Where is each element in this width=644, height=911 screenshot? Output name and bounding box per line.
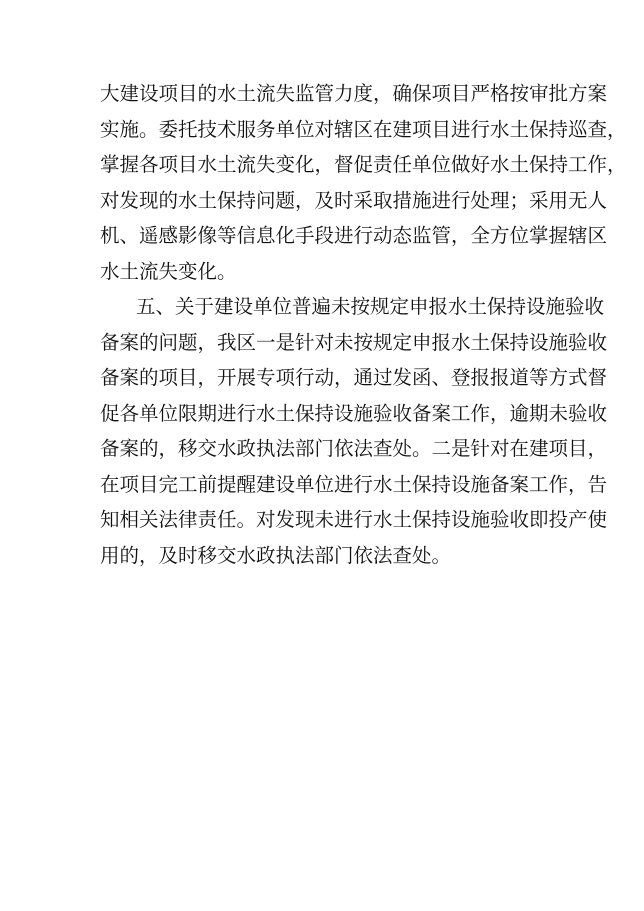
paragraph-line: 对发现的水土保持问题，及时采取措施进行处理；采用无人 — [100, 189, 608, 212]
paragraph-line: 促各单位限期进行水土保持设施验收备案工作，逾期未验收 — [100, 402, 608, 425]
paragraph-line: 备案的，移交水政执法部门依法查处。二是针对在建项目， — [100, 437, 608, 460]
paragraph-line: 水土流失变化。 — [100, 260, 237, 283]
paragraph-line: 五、关于建设单位普遍未按规定申报水土保持设施验收 — [136, 295, 605, 318]
paragraph-line: 备案的项目，开展专项行动，通过发函、登报报道等方式督 — [100, 366, 608, 389]
paragraph-line: 掌握各项目水土流失变化，督促责任单位做好水土保持工作， — [100, 153, 627, 176]
paragraph-line: 在项目完工前提醒建设单位进行水土保持设施备案工作，告 — [100, 473, 608, 496]
paragraph-line: 机、遥感影像等信息化手段进行动态监管，全方位掌握辖区 — [100, 224, 608, 247]
paragraph-line: 用的，及时移交水政执法部门依法查处。 — [100, 544, 452, 567]
paragraph-line: 知相关法律责任。对发现未进行水土保持设施验收即投产使 — [100, 508, 608, 531]
paragraph-line: 大建设项目的水土流失监管力度，确保项目严格按审批方案 — [100, 82, 608, 105]
paragraph-line: 备案的问题，我区一是针对未按规定申报水土保持设施验收 — [100, 331, 608, 354]
paragraph-line: 实施。委托技术服务单位对辖区在建项目进行水土保持巡查， — [100, 118, 627, 141]
